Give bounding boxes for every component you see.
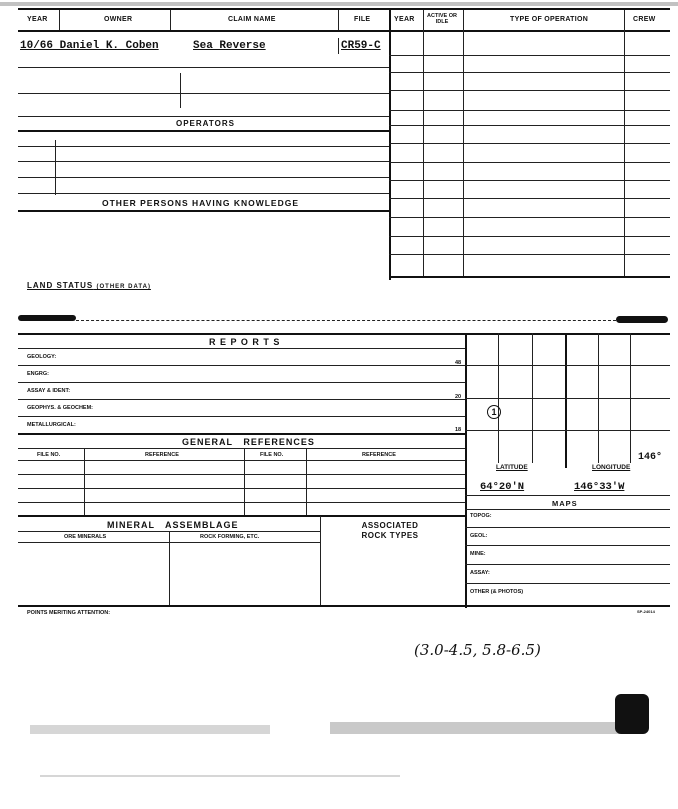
row-divider	[180, 73, 181, 108]
col-divider	[463, 10, 464, 278]
gref-divider	[84, 448, 85, 516]
scan-blot	[615, 694, 649, 734]
right-row-line	[389, 254, 670, 255]
grid-line	[565, 333, 567, 468]
coords-rule	[465, 495, 670, 496]
reports-right-border	[465, 333, 467, 608]
report-label-geology: GEOLOGY:	[27, 354, 57, 360]
other-persons-title: OTHER PERSONS HAVING KNOWLEDGE	[102, 198, 300, 208]
right-row-line	[389, 162, 670, 163]
grid-marker-circle	[487, 405, 501, 419]
mineral-rock-header: ROCK FORMING, ETC.	[200, 534, 260, 540]
header-claim-name: CLAIM NAME	[228, 16, 276, 23]
col-divider	[59, 10, 60, 30]
header-top-rule	[18, 8, 670, 10]
maps-row-geol: GEOL:	[470, 533, 488, 539]
mineral-assoc-header: ASSOCIATED ROCK TYPES	[361, 521, 419, 540]
report-num-geology: 48	[455, 360, 462, 366]
grid-marker-text: 1	[491, 407, 497, 417]
report-label-assay: ASSAY & IDENT:	[27, 388, 71, 394]
land-status-title	[27, 281, 151, 290]
header-owner: OWNER	[104, 16, 133, 23]
maps-row-line	[465, 527, 670, 528]
reports-title: R E P O R T S	[209, 337, 281, 347]
grid-line	[465, 398, 670, 399]
report-num-metallurgical: 18	[455, 427, 462, 433]
col-divider	[423, 10, 424, 278]
land-status-rule	[76, 320, 616, 321]
report-row-line	[18, 399, 465, 400]
gref-header-ref-1: REFERENCE	[145, 452, 179, 458]
latitude-value: 64°20'N	[480, 481, 525, 493]
gref-header-ref-2: REFERENCE	[362, 452, 396, 458]
maps-row-topog: TOPOG:	[470, 513, 492, 519]
edge-marker-left	[18, 315, 76, 321]
header-active-or-idle: ACTIVE OR IDLE	[427, 13, 457, 25]
longitude-value: 146°33'W	[574, 481, 625, 493]
record-divider	[338, 38, 339, 54]
mineral-divider	[169, 531, 170, 605]
maps-row-line	[465, 583, 670, 584]
gref-header-file-1: FILE NO.	[37, 452, 61, 458]
longitude-label: LONGITUDE	[592, 464, 631, 471]
record-claim-name: Sea Reverse	[193, 40, 266, 52]
col-divider	[624, 10, 625, 278]
grid-line	[465, 430, 670, 431]
maps-row-assay: ASSAY:	[470, 570, 490, 576]
scan-noise-bottom	[40, 775, 400, 777]
right-bottom-rule	[389, 276, 670, 278]
report-num-assay: 20	[455, 394, 462, 400]
right-row-line	[389, 198, 670, 199]
maps-title: MAPS	[552, 499, 578, 508]
mineral-title: MINERAL ASSEMBLAGE	[107, 520, 239, 530]
mineral-ore-header: ORE MINERALS	[64, 534, 107, 540]
right-row-line	[389, 90, 670, 91]
main-divider	[389, 10, 391, 280]
gref-row-line	[18, 474, 465, 475]
gref-row-line	[18, 502, 465, 503]
header-file: FILE	[354, 16, 371, 23]
general-refs-rule	[18, 448, 465, 449]
edge-marker-right	[616, 316, 668, 323]
land-status-sub: (OTHER DATA)	[96, 284, 151, 290]
gref-header-rule	[18, 460, 465, 461]
report-row-line	[18, 365, 465, 366]
row-line	[18, 177, 389, 178]
row-line	[18, 193, 389, 194]
report-bottom-rule	[18, 433, 465, 435]
gref-header-file-2: FILE NO.	[260, 452, 284, 458]
report-row-line	[18, 416, 465, 417]
row-line	[18, 161, 389, 162]
right-row-line	[389, 72, 670, 73]
record-file: CR59-C	[341, 40, 381, 52]
gref-row-line	[18, 488, 465, 489]
report-row-line	[18, 382, 465, 383]
report-label-engrg: ENGRG:	[27, 371, 49, 377]
gref-divider	[306, 448, 307, 516]
grid-corner-label: 146°	[638, 452, 663, 463]
right-row-line	[389, 55, 670, 56]
report-label-metallurgical: METALLURGICAL:	[27, 422, 76, 428]
scan-noise-bottom	[330, 722, 620, 734]
other-persons-rule	[18, 210, 389, 212]
header-crew: CREW	[633, 16, 656, 23]
right-row-line	[389, 125, 670, 126]
gref-bottom-rule	[18, 515, 465, 517]
right-row-line	[389, 217, 670, 218]
col-divider	[170, 10, 171, 30]
header-bottom-rule	[18, 30, 670, 32]
mineral-divider	[320, 516, 321, 605]
col-divider	[338, 10, 339, 30]
points-form-no: SP-24014	[637, 609, 655, 614]
handwritten-note: (3.0-4.5, 5.8-6.5)	[414, 641, 541, 659]
gref-divider	[244, 448, 245, 516]
right-row-line	[389, 110, 670, 111]
row-line	[18, 116, 389, 117]
maps-row-line	[465, 564, 670, 565]
grid-line	[465, 365, 670, 366]
reports-header-rule	[18, 348, 465, 349]
header-year: YEAR	[27, 16, 48, 23]
operators-title: OPERATORS	[176, 119, 235, 128]
reports-top-rule	[18, 333, 670, 335]
points-label: POINTS MERITING ATTENTION:	[27, 610, 111, 616]
record-entry: 10/66 Daniel K. Coben	[20, 40, 159, 52]
latitude-label: LATITUDE	[496, 464, 528, 471]
row-divider	[55, 140, 56, 195]
row-line	[18, 146, 389, 147]
land-status-label: LAND STATUS	[27, 281, 94, 290]
maps-row-line	[465, 545, 670, 546]
scan-noise-top	[0, 2, 678, 6]
maps-row-other: OTHER (& PHOTOS)	[470, 589, 524, 595]
report-label-geophys: GEOPHYS. & GEOCHEM:	[27, 405, 94, 411]
general-refs-title: GENERAL REFERENCES	[182, 437, 315, 447]
maps-title-rule	[465, 509, 670, 510]
right-row-line	[389, 236, 670, 237]
operators-rule	[18, 130, 389, 132]
header-year-2: YEAR	[394, 16, 415, 23]
maps-row-mine: MINE:	[470, 551, 486, 557]
header-type-of-operation: TYPE OF OPERATION	[510, 16, 589, 23]
scan-noise-bottom	[30, 725, 270, 734]
row-line	[18, 67, 389, 68]
right-row-line	[389, 180, 670, 181]
row-line	[18, 93, 389, 94]
mineral-bottom-rule	[18, 605, 670, 607]
right-row-line	[389, 143, 670, 144]
